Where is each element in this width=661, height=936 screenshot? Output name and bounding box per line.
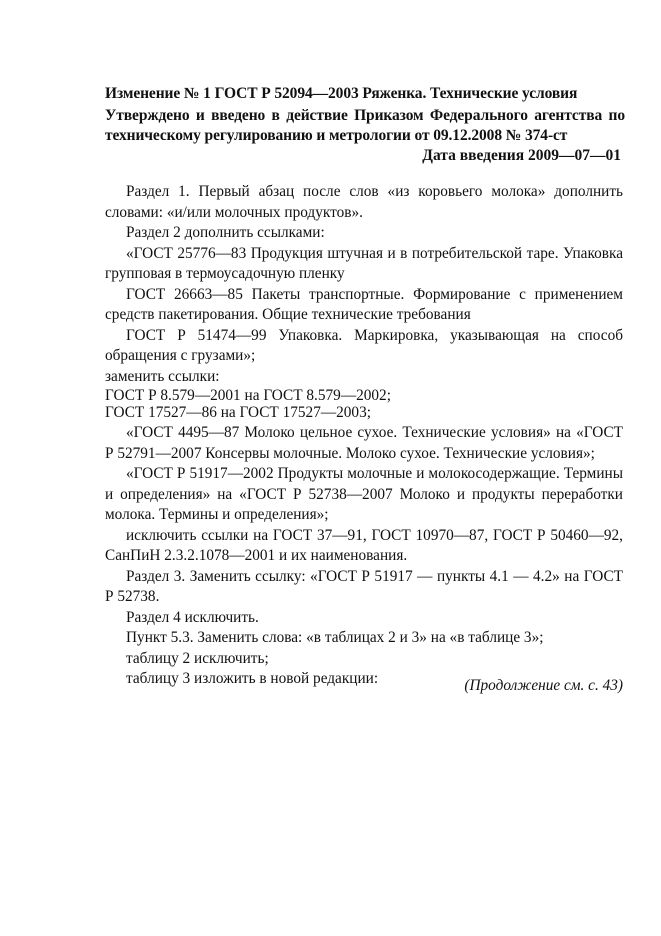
paragraph-clause-5-3: Пункт 5.3. Заменить слова: «в таблицах 2 и 3» на «в таблице 3»; <box>126 629 544 646</box>
paragraph-section-1: Раздел 1. Первый абзац после слов «из коровьего молока» дополнить словами: «и/или молочных продуктов». <box>105 183 623 221</box>
paragraph-section-2: Раздел 2 дополнить ссылками: <box>126 224 325 241</box>
approval-statement: Утверждено и введено в действие Приказом Федерального агентства по техническому регулированию и метрологии от 09.12.2008 № 374-ст <box>105 107 625 144</box>
effective-date: Дата введения 2009—07—01 <box>422 147 621 164</box>
paragraph-table-3: таблицу 3 изложить в новой редакции: <box>126 670 379 687</box>
paragraph-gost-51474: ГОСТ Р 51474—99 Упаковка. Маркировка, указывающая на способ обращения с грузами»; <box>105 326 623 364</box>
paragraph-table-2: таблицу 2 исключить; <box>126 649 269 667</box>
paragraph-gost-8579: ГОСТ Р 8.579—2001 на ГОСТ 8.579—2002; <box>105 387 391 404</box>
paragraph-exclude-refs: исключить ссылки на ГОСТ 37—91, ГОСТ 10970—87, ГОСТ Р 50460—92, СанПиН 2.3.2.1078—2001 и их наименования. <box>105 526 623 564</box>
paragraph-section-4: Раздел 4 исключить. <box>126 608 259 626</box>
paragraph-gost-26663: ГОСТ 26663—85 Пакеты транспортные. Формирование с применением средств пакетирования. Общие технические требования <box>105 285 623 323</box>
paragraph-gost-25776: «ГОСТ 25776—83 Продукция штучная и в потребительской таре. Упаковка групповая в термоусадочную пленку <box>105 244 623 282</box>
paragraph-gost-4495: «ГОСТ 4495—87 Молоко цельное сухое. Технические условия» на «ГОСТ Р 52791—2007 Консервы молочные. Молоко сухое. Технические условия»; <box>105 424 623 462</box>
continuation-note: (Продолжение см. с. 43) <box>464 677 623 694</box>
paragraph-section-3: Раздел 3. Заменить ссылку: «ГОСТ Р 51917 — пункты 4.1 — 4.2» на ГОСТ Р 52738. <box>105 567 623 605</box>
paragraph-replace-refs: заменить ссылки: <box>105 367 220 385</box>
amendment-body <box>105 182 623 690</box>
paragraph-gost-51917: «ГОСТ Р 51917—2002 Продукты молочные и молокосодержащие. Термины и определения» на «ГОСТ Р 52738—2007 Молоко и продукты переработки молока. Термины и определения»; <box>105 465 623 523</box>
paragraph-gost-17527: ГОСТ 17527—86 на ГОСТ 17527—2003; <box>105 404 371 421</box>
amendment-title: Изменение № 1 ГОСТ Р 52094—2003 Ряженка. Технические условия <box>105 85 578 102</box>
